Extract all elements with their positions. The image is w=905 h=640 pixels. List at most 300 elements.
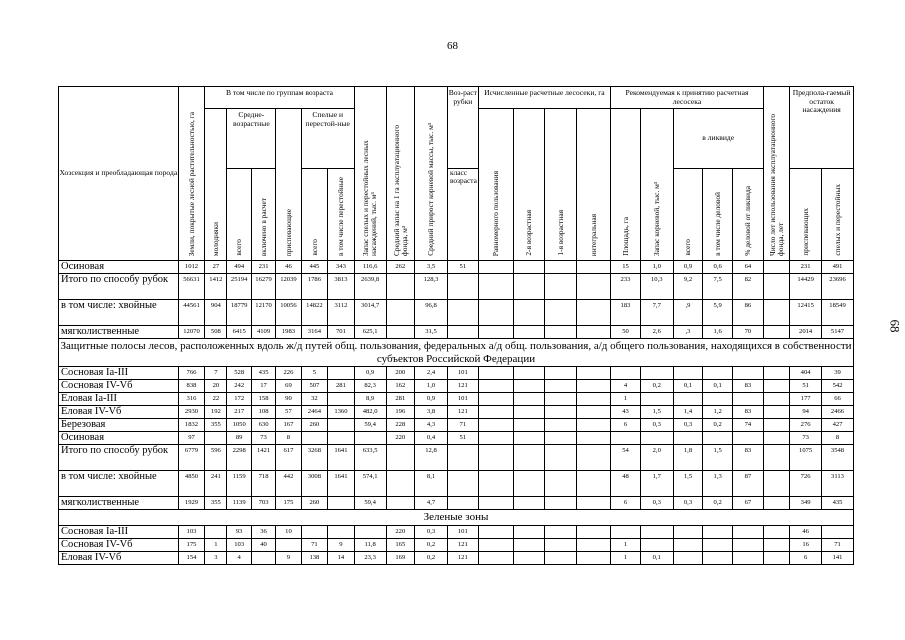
table-cell: 116,6 <box>354 261 386 274</box>
table-cell <box>545 445 577 471</box>
table-cell: 1,2 <box>703 406 733 419</box>
table-cell: 231 <box>251 261 275 274</box>
table-cell: 4,7 <box>415 497 448 510</box>
table-cell <box>513 497 545 510</box>
table-cell <box>478 471 513 497</box>
table-cell: 32 <box>301 393 327 406</box>
table-cell <box>577 432 611 445</box>
table-cell: 6 <box>790 551 822 564</box>
col-header-v-likvide: в ликвиде <box>673 109 763 169</box>
row-name: Сосновая IV-Vб <box>59 538 179 551</box>
table-row <box>59 419 854 432</box>
table-cell <box>205 525 227 538</box>
table-row <box>59 274 854 300</box>
table-cell: 8,1 <box>415 471 448 497</box>
table-cell: 59,4 <box>354 419 386 432</box>
table-cell <box>301 525 327 538</box>
table-cell <box>545 393 577 406</box>
col-header-vsego2: всего <box>301 169 327 261</box>
table-cell <box>673 538 703 551</box>
table-cell: 9 <box>328 538 355 551</box>
table-cell <box>513 274 545 300</box>
row-name: Сосновая IV-Vб <box>59 380 179 393</box>
table-cell: 165 <box>386 538 415 551</box>
table-cell <box>763 300 789 326</box>
page-number-top: 68 <box>447 40 458 52</box>
table-cell: 71 <box>822 538 854 551</box>
table-cell: 46 <box>790 525 822 538</box>
table-cell: 44561 <box>178 300 204 326</box>
col-header-ploshchad: Площадь, га <box>611 109 641 261</box>
col-header-vsego3: всего <box>673 169 703 261</box>
table-cell: 71 <box>447 419 478 432</box>
table-cell <box>545 380 577 393</box>
table-cell: 14429 <box>790 274 822 300</box>
table-cell: 158 <box>251 393 275 406</box>
table-cell: 233 <box>611 274 641 300</box>
table-cell: 103 <box>227 538 251 551</box>
table-cell <box>763 326 789 339</box>
table-cell: 12039 <box>276 274 301 300</box>
table-cell: 1,5 <box>703 445 733 471</box>
table-cell: 1 <box>205 538 227 551</box>
table-cell: 46 <box>276 261 301 274</box>
table-cell: 12,8 <box>415 445 448 471</box>
table-row <box>59 525 854 538</box>
table-cell <box>545 419 577 432</box>
table-cell: 355 <box>205 497 227 510</box>
col-header-ravnomernogo: Равномерного пользования <box>478 109 513 261</box>
table-row <box>59 261 854 274</box>
table-cell <box>386 445 415 471</box>
table-cell: 1139 <box>227 497 251 510</box>
col-header-vklyucheno: включено в расчет <box>251 169 275 261</box>
table-cell <box>513 261 545 274</box>
table-cell <box>386 300 415 326</box>
table-cell: 175 <box>178 538 204 551</box>
col-header-zapas-kornevoy: Запас корневой, тыс. м³ <box>640 109 673 261</box>
table-cell <box>513 300 545 326</box>
table-cell <box>447 274 478 300</box>
table-cell: 0,1 <box>703 380 733 393</box>
table-cell <box>328 525 355 538</box>
table-cell: 50 <box>611 326 641 339</box>
table-cell <box>577 274 611 300</box>
table-cell: 0,3 <box>640 497 673 510</box>
table-cell <box>513 393 545 406</box>
table-cell <box>301 432 327 445</box>
table-cell <box>577 525 611 538</box>
table-cell: 90 <box>276 393 301 406</box>
table-cell: 3813 <box>328 274 355 300</box>
table-cell: 83 <box>733 380 764 393</box>
table-cell: 0,3 <box>415 525 448 538</box>
table-cell <box>545 525 577 538</box>
table-cell: 5 <box>301 367 327 380</box>
table-cell <box>386 274 415 300</box>
table-cell: 0,9 <box>354 367 386 380</box>
table-cell: 10,3 <box>640 274 673 300</box>
table-cell: 103 <box>178 525 204 538</box>
table-cell <box>386 497 415 510</box>
table-cell: 8 <box>276 432 301 445</box>
table-cell: 1983 <box>276 326 301 339</box>
col-header-ischislennye: Исчисленные расчетные лесосеки, га <box>478 87 610 109</box>
table-cell: 3008 <box>301 471 327 497</box>
table-cell: 1786 <box>301 274 327 300</box>
table-cell: 281 <box>386 393 415 406</box>
table-cell <box>513 326 545 339</box>
table-cell: 630 <box>251 419 275 432</box>
table-cell: 14822 <box>301 300 327 326</box>
table-cell: 97 <box>178 432 204 445</box>
table-cell <box>577 406 611 419</box>
col-header-zemli: Земли, покрытые лесной растительностью, га <box>178 87 204 261</box>
col-header-delovoy: в том числе деловой <box>703 169 733 261</box>
table-cell: 57 <box>276 406 301 419</box>
row-name: Еловая IV-Vб <box>59 406 179 419</box>
table-cell: 167 <box>276 419 301 432</box>
table-cell: 162 <box>386 380 415 393</box>
table-cell: 4 <box>227 551 251 564</box>
table-cell <box>545 367 577 380</box>
table-cell <box>276 538 301 551</box>
row-name: Еловая IV-Vб <box>59 551 179 564</box>
table-cell: 316 <box>178 393 204 406</box>
table-cell: 8 <box>822 432 854 445</box>
table-cell: 25194 <box>227 274 251 300</box>
table-cell <box>447 497 478 510</box>
table-cell: 1,6 <box>703 326 733 339</box>
table-cell <box>513 380 545 393</box>
col-header-perestoynye: в том числе перестойные <box>328 169 355 261</box>
table-cell: ,3 <box>673 326 703 339</box>
table-cell <box>478 367 513 380</box>
table-cell: 1050 <box>227 419 251 432</box>
row-name: мягколиственные <box>59 497 179 510</box>
table-cell <box>354 432 386 445</box>
table-cell: 94 <box>790 406 822 419</box>
table-cell: 838 <box>178 380 204 393</box>
table-cell: 0,6 <box>703 261 733 274</box>
table-cell: 4 <box>611 380 641 393</box>
table-cell <box>640 538 673 551</box>
table-cell <box>763 261 789 274</box>
table-cell <box>513 419 545 432</box>
row-name: Еловая Iа-III <box>59 393 179 406</box>
table-cell <box>640 525 673 538</box>
table-cell <box>447 326 478 339</box>
table-cell: 73 <box>790 432 822 445</box>
table-cell <box>328 419 355 432</box>
table-row <box>59 445 854 471</box>
table-cell: 101 <box>447 525 478 538</box>
col-header-molodnyaki: молодняки <box>205 109 227 261</box>
table-cell: 10056 <box>276 300 301 326</box>
table-cell: 89 <box>227 432 251 445</box>
table-row <box>59 367 854 380</box>
table-cell: 4,3 <box>415 419 448 432</box>
table-cell: 5,9 <box>703 300 733 326</box>
table-row <box>59 432 854 445</box>
table-row <box>59 393 854 406</box>
table-cell: 507 <box>301 380 327 393</box>
table-cell: 260 <box>301 497 327 510</box>
table-cell: 276 <box>790 419 822 432</box>
table-cell <box>733 538 764 551</box>
table-cell: 2464 <box>301 406 327 419</box>
table-cell: 220 <box>386 525 415 538</box>
table-cell <box>577 380 611 393</box>
table-cell <box>447 300 478 326</box>
table-cell: 1159 <box>227 471 251 497</box>
col-header-prispevayushchikh: приспевающих <box>790 169 822 261</box>
table-cell: 40 <box>251 538 275 551</box>
table-cell <box>545 497 577 510</box>
table-cell: 1,5 <box>673 471 703 497</box>
table-cell: 12070 <box>178 326 204 339</box>
table-cell: 349 <box>790 497 822 510</box>
table-cell: 617 <box>276 445 301 471</box>
table-cell: 3113 <box>822 471 854 497</box>
table-cell: 121 <box>447 551 478 564</box>
table-cell: 494 <box>227 261 251 274</box>
table-cell <box>763 274 789 300</box>
col-header-pervaya: 1-я возрастная <box>545 109 577 261</box>
table-cell: 1412 <box>205 274 227 300</box>
table-cell: 0,1 <box>673 380 703 393</box>
col-header-vozrast-rubki: Воз-раст рубки <box>447 87 478 169</box>
table-cell: 231 <box>790 261 822 274</box>
table-cell: 31,5 <box>415 326 448 339</box>
col-header-integralnaya: интегральная <box>577 109 611 261</box>
table-cell <box>703 432 733 445</box>
table-cell: 3548 <box>822 445 854 471</box>
table-row <box>59 380 854 393</box>
table-cell: 3 <box>205 551 227 564</box>
table-cell: 3,5 <box>415 261 448 274</box>
table-cell: 3,8 <box>415 406 448 419</box>
table-cell <box>763 497 789 510</box>
table-cell: 69 <box>276 380 301 393</box>
table-cell: 766 <box>178 367 204 380</box>
table-cell: 0,2 <box>703 419 733 432</box>
table-cell: 14 <box>328 551 355 564</box>
table-cell <box>733 525 764 538</box>
table-cell: 1832 <box>178 419 204 432</box>
table-cell <box>577 367 611 380</box>
table-cell: 93 <box>227 525 251 538</box>
table-cell: 3112 <box>328 300 355 326</box>
table-cell <box>513 406 545 419</box>
col-header-pct-delovoy: % деловой от ликвида <box>733 169 764 261</box>
table-cell: 703 <box>251 497 275 510</box>
table-cell <box>703 367 733 380</box>
table-cell: 54 <box>611 445 641 471</box>
table-cell: 7 <box>205 367 227 380</box>
table-cell: 73 <box>251 432 275 445</box>
table-cell: 281 <box>328 380 355 393</box>
table-cell: 15 <box>611 261 641 274</box>
table-cell: 1 <box>611 393 641 406</box>
table-cell <box>673 551 703 564</box>
table-cell <box>703 538 733 551</box>
table-cell: 108 <box>251 406 275 419</box>
table-cell: 1,8 <box>673 445 703 471</box>
table-cell: 71 <box>301 538 327 551</box>
table-cell: 8,9 <box>354 393 386 406</box>
table-cell: 1929 <box>178 497 204 510</box>
table-cell <box>640 393 673 406</box>
table-cell <box>545 406 577 419</box>
table-cell: 427 <box>822 419 854 432</box>
table-cell: 138 <box>301 551 327 564</box>
table-cell <box>386 326 415 339</box>
col-header-zapas: Запас спелых и перестойных лесных насаждений, тыс. м³ <box>354 87 386 261</box>
table-cell <box>577 471 611 497</box>
table-cell: 12170 <box>251 300 275 326</box>
table-cell: 0,9 <box>415 393 448 406</box>
table-cell: 701 <box>328 326 355 339</box>
table-cell: 11,8 <box>354 538 386 551</box>
table-cell: 435 <box>251 367 275 380</box>
table-cell: 1,7 <box>640 471 673 497</box>
col-header-spelye: Спелые и перестой-ные <box>301 109 354 169</box>
table-cell <box>577 300 611 326</box>
table-cell: 200 <box>386 367 415 380</box>
table-cell <box>640 432 673 445</box>
table-cell <box>577 538 611 551</box>
table-cell: 1,0 <box>415 380 448 393</box>
table-cell: 82 <box>733 274 764 300</box>
table-cell: 196 <box>386 406 415 419</box>
table-cell: 2,4 <box>415 367 448 380</box>
table-cell: 27 <box>205 261 227 274</box>
row-name: в том числе: хвойные <box>59 471 179 497</box>
page-number-side: 68 <box>887 319 903 333</box>
table-row <box>59 538 854 551</box>
col-header-group: В том числе по группам возраста <box>205 87 354 109</box>
table-cell <box>545 326 577 339</box>
table-cell <box>513 525 545 538</box>
table-cell <box>478 445 513 471</box>
col-header-sredniy-prirost: Средний прирост корневой массы, тыс. м³ <box>415 87 448 261</box>
table-row <box>59 497 854 510</box>
table-cell: 7,7 <box>640 300 673 326</box>
col-header-vtoraya: 2-я возрастная <box>513 109 545 261</box>
table-cell: 633,5 <box>354 445 386 471</box>
table-cell <box>478 261 513 274</box>
table-cell: 96,8 <box>415 300 448 326</box>
table-cell: 542 <box>822 380 854 393</box>
table-cell <box>640 367 673 380</box>
table-cell <box>673 525 703 538</box>
col-header-srednevozrastnye: Средне-возрастные <box>227 109 276 169</box>
table-cell <box>478 497 513 510</box>
table-cell <box>611 432 641 445</box>
table-cell: 0,2 <box>415 538 448 551</box>
col-header-predpolagaemy: Предпола-гаемый остаток насаждения <box>790 87 854 169</box>
table-cell <box>354 525 386 538</box>
table-cell: 18779 <box>227 300 251 326</box>
table-cell <box>577 551 611 564</box>
table-cell <box>733 432 764 445</box>
table-cell <box>577 261 611 274</box>
table-cell: 9 <box>276 551 301 564</box>
table-cell <box>577 445 611 471</box>
table-cell <box>513 551 545 564</box>
table-cell: 20 <box>205 380 227 393</box>
table-cell <box>577 419 611 432</box>
table-cell: 5147 <box>822 326 854 339</box>
table-cell: 242 <box>227 380 251 393</box>
table-cell: 260 <box>301 419 327 432</box>
table-cell <box>513 471 545 497</box>
row-name: мягколиственные <box>59 326 179 339</box>
table-cell: 3014,7 <box>354 300 386 326</box>
table-cell: 217 <box>227 406 251 419</box>
table-cell: 228 <box>386 419 415 432</box>
table-cell <box>763 380 789 393</box>
row-name: в том числе: хвойные <box>59 300 179 326</box>
table-cell: 262 <box>386 261 415 274</box>
table-cell: 101 <box>447 393 478 406</box>
table-cell <box>478 525 513 538</box>
table-cell <box>478 406 513 419</box>
table-row <box>59 300 854 326</box>
table-cell: 726 <box>790 471 822 497</box>
table-cell: 2298 <box>227 445 251 471</box>
table-cell: 2,0 <box>640 445 673 471</box>
col-header-vsego1: всего <box>227 169 251 261</box>
table-cell: 9,2 <box>673 274 703 300</box>
table-cell <box>513 445 545 471</box>
table-cell: 39 <box>822 367 854 380</box>
col-header-klass-vozrasta: класс возраста <box>447 169 478 261</box>
table-cell: 0,2 <box>415 551 448 564</box>
table-cell <box>545 261 577 274</box>
table-cell: 12415 <box>790 300 822 326</box>
table-cell: 82,3 <box>354 380 386 393</box>
table-cell: 1,4 <box>673 406 703 419</box>
table-cell: 6779 <box>178 445 204 471</box>
table-cell <box>763 551 789 564</box>
table-cell <box>513 538 545 551</box>
row-name: Итого по способу рубок <box>59 445 179 471</box>
table-cell <box>763 406 789 419</box>
table-cell: 51 <box>447 261 478 274</box>
table-cell: 1360 <box>328 406 355 419</box>
table-cell: 36 <box>251 525 275 538</box>
table-cell: 508 <box>205 326 227 339</box>
table-cell: 625,1 <box>354 326 386 339</box>
table-cell: 220 <box>386 432 415 445</box>
table-cell: 22 <box>205 393 227 406</box>
table-cell <box>545 274 577 300</box>
table-row <box>59 471 854 497</box>
row-name: Осиновая <box>59 261 179 274</box>
col-header-chislo-let: Число лет использования эксплуатационного фонда, лет <box>763 87 789 261</box>
table-cell: 0,3 <box>640 419 673 432</box>
col-header-sredniy-zapas: Средний запас на 1 га эксплуатационного фонда, м³ <box>386 87 415 261</box>
table-cell: 596 <box>205 445 227 471</box>
col-header-prispevayushchie: приспевающие <box>276 109 301 261</box>
table-cell: 0,4 <box>415 432 448 445</box>
table-cell: 0,3 <box>673 419 703 432</box>
table-cell: 2014 <box>790 326 822 339</box>
table-cell: 141 <box>822 551 854 564</box>
table-cell <box>577 497 611 510</box>
